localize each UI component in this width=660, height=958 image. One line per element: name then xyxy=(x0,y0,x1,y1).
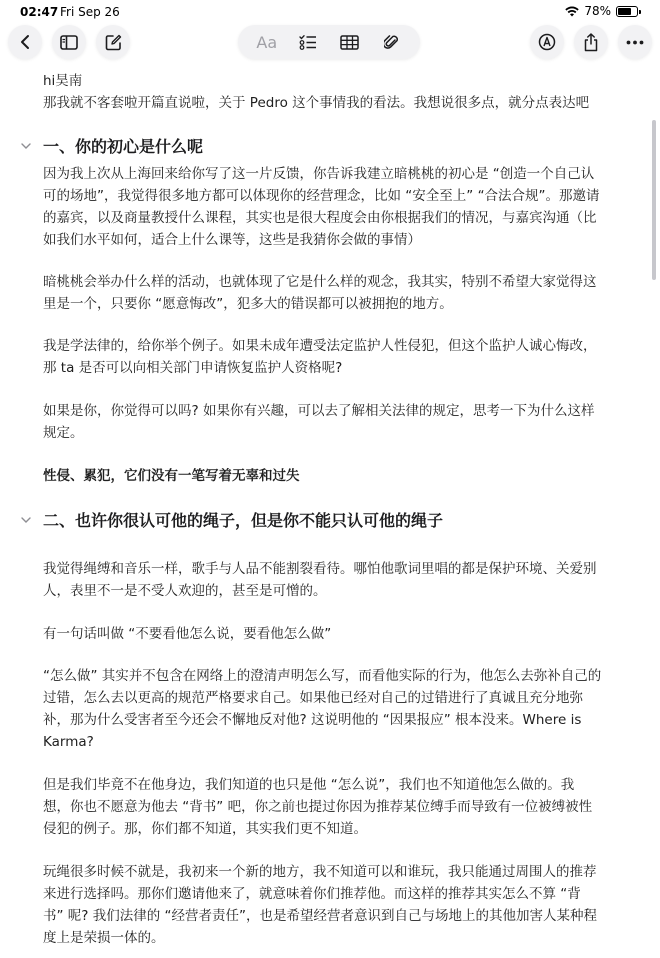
note-greeting: hi昊南 xyxy=(43,73,83,89)
battery-icon xyxy=(616,6,638,17)
paragraph-line: 的嘉宾，以及商量教授什么课程，其实也是很大程度会由你根据我们的情况，与嘉宾沟通（比 xyxy=(43,210,597,226)
paragraph-line: 过错，怎么去以更高的规范严格要求自己。如果他已经对自己的过错进行了真诚且充分地弥 xyxy=(43,690,583,706)
paragraph-line: 书” 呢? 我们法律的 “经营者责任”，也是希望经营者意识到自己与场地上的其他加害人某种程 xyxy=(43,908,598,924)
checklist-icon xyxy=(299,34,317,50)
format-label: Aa xyxy=(256,32,278,52)
status-right xyxy=(565,4,638,18)
paragraph-line: 我是学法律的，给你举个例子。如果未成年遭受法定监护人性侵犯，但这个监护人诚心悔改， xyxy=(43,338,597,354)
scrollbar[interactable] xyxy=(652,120,656,280)
more-button[interactable] xyxy=(618,25,652,59)
paragraph-line: 度上是荣损一体的。 xyxy=(43,930,165,946)
battery-percent: 78% xyxy=(584,4,611,18)
share-icon xyxy=(583,33,599,52)
table-icon xyxy=(340,35,359,50)
paragraph-line: “怎么做” 其实并不包含在网络上的澄清声明怎么写，而看他实际的行为，他怎么去弥补自己的 xyxy=(43,668,602,684)
compose-icon xyxy=(105,34,122,51)
markup-icon xyxy=(538,33,556,51)
checklist-button[interactable] xyxy=(288,25,328,59)
back-button[interactable] xyxy=(8,25,42,59)
collapse-chevron-icon[interactable] xyxy=(20,140,32,152)
format-toolbar-group xyxy=(238,25,420,59)
wifi-icon xyxy=(565,6,579,17)
paragraph-line: 玩绳很多时候不就是，我初来一个新的地方，我不知道可以和谁玩，我只能通过周围人的推荐 xyxy=(43,864,597,880)
compose-button[interactable] xyxy=(96,25,130,59)
table-button[interactable] xyxy=(330,25,370,59)
paragraph-line: 因为我上次从上海回来给你写了这一片反馈，你告诉我建立暗桃桃的初心是 “创造一个自己认 xyxy=(43,166,595,182)
battery-fill xyxy=(618,8,631,15)
note-body[interactable] xyxy=(0,64,660,958)
status-bar xyxy=(0,0,660,26)
section1-heading: 一、你的初心是什么呢 xyxy=(43,137,204,156)
paragraph-line: 我觉得绳缚和音乐一样，歌手与人品不能割裂看待。哪怕他歌词里唱的都是保护环境、关爱别 xyxy=(43,561,597,577)
paragraph-line: 可的场地”，我觉得很多地方都可以体现你的经营理念，比如 “安全至上” “合法合规”。那邀请 xyxy=(43,188,600,204)
paragraph-line: 如果是你，你觉得可以吗? 如果你有兴趣，可以去了解相关法律的规定，思考一下为什么这样 xyxy=(43,403,595,419)
paragraph-line: 人，表里不一是不受人欢迎的，甚至是可憎的。 xyxy=(43,583,327,599)
paragraph-line: 如我们水平如何，适合上什么课等，这些是我猜你会做的事情） xyxy=(43,232,421,248)
status-date: Fri Sep 26 xyxy=(60,5,120,19)
paragraph-line: 补，那为什么受害者至今还会不懈地反对他? 这说明他的 “因果报应” 根本没来。Where is xyxy=(43,712,582,728)
paragraph-line: 想，你也不愿意为他去 “背书” 吧，你之前也提过你因为推荐某位缚手而导致有一位被缚被性 xyxy=(43,799,593,815)
attachment-icon xyxy=(384,33,398,51)
more-icon xyxy=(626,40,644,45)
collapse-chevron-icon[interactable] xyxy=(20,514,32,526)
attachment-button[interactable] xyxy=(371,25,411,59)
back-icon xyxy=(19,34,31,50)
sidebar-icon xyxy=(60,35,78,50)
markup-button[interactable] xyxy=(530,25,564,59)
paragraph-line: Karma? xyxy=(43,734,94,750)
bold-statement: 性侵、累犯，它们没有一笔写着无辜和过失 xyxy=(43,468,300,484)
paragraph-line: 规定。 xyxy=(43,425,84,441)
status-time: 02:47 xyxy=(20,5,59,19)
format-button[interactable] xyxy=(247,25,287,59)
sidebar-button[interactable] xyxy=(52,25,86,59)
share-button[interactable] xyxy=(574,25,608,59)
paragraph-line: 有一句话叫做 “不要看他怎么说，要看他怎么做” xyxy=(43,626,332,642)
paragraph-line: 侵犯的例子。那，你们都不知道，其实我们更不知道。 xyxy=(43,821,367,837)
paragraph-line: 里是一个，只要你 “愿意悔改”，犯多大的错误都可以被拥抱的地方。 xyxy=(43,296,453,312)
paragraph-line: 暗桃桃会举办什么样的活动，也就体现了它是什么样的观念，我其实，特别不希望大家觉得这 xyxy=(43,274,597,290)
paragraph-line: 来进行选择吗。那你们邀请他来了，就意味着你们推荐他。而这样的推荐其实怎么不算 “背 xyxy=(43,886,581,902)
toolbar xyxy=(0,25,660,63)
note-intro: 那我就不客套啦开篇直说啦，关于 Pedro 这个事情我的看法。我想说很多点，就分点表达吧 xyxy=(43,95,590,111)
paragraph-line: 但是我们毕竟不在他身边，我们知道的也只是他 “怎么说”，我们也不知道他怎么做的。我 xyxy=(43,777,575,793)
section2-heading: 二、也许你很认可他的绳子，但是你不能只认可他的绳子 xyxy=(43,511,444,530)
paragraph-line: 那 ta 是否可以向相关部门申请恢复监护人资格呢? xyxy=(43,360,343,376)
